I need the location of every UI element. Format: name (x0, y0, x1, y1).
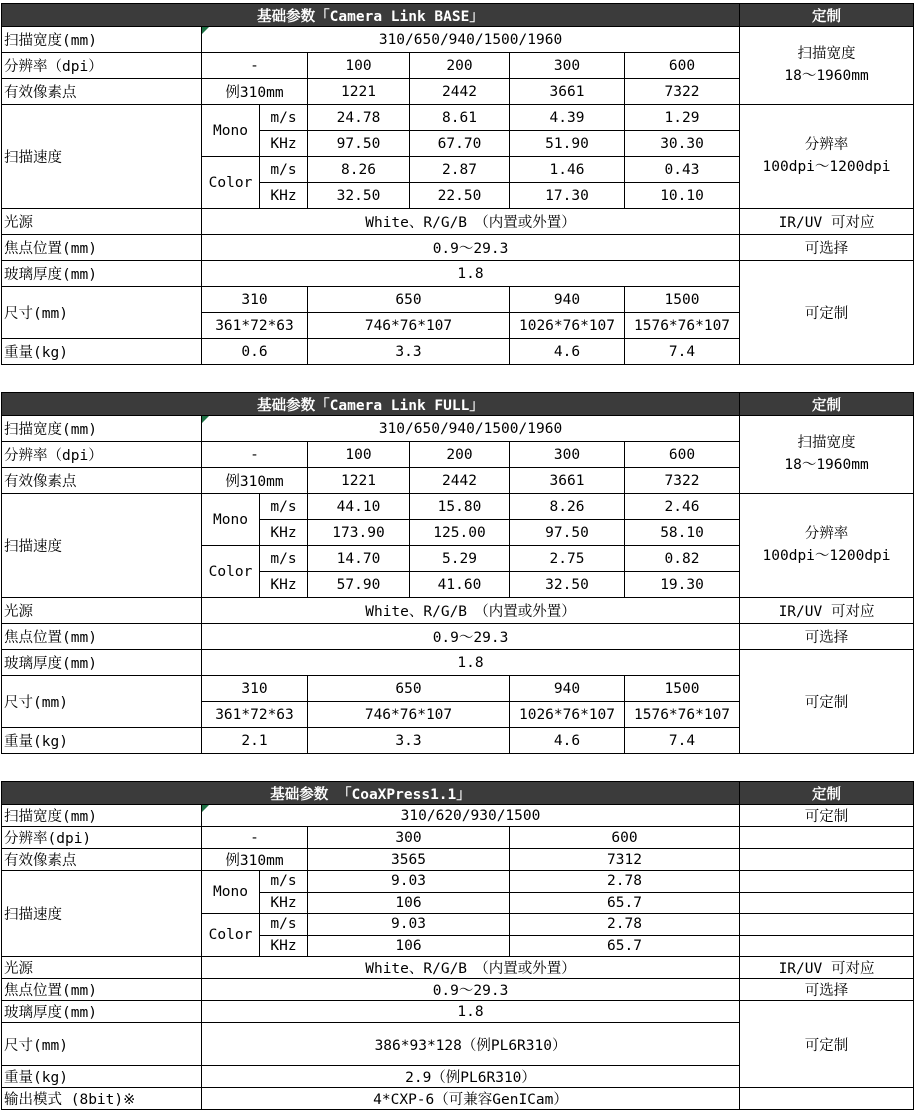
cell-resolution-3: 300 (510, 53, 625, 79)
cell-color-ms-1: 2.78 (510, 914, 740, 936)
row-label-pixels: 有效像素点 (2, 468, 202, 494)
cell-weight-1: 3.3 (308, 339, 510, 365)
cell-mono-khz-2: 51.90 (510, 131, 625, 157)
cell-light-value: White、R/G/B （内置或外置） (202, 957, 740, 979)
cell-unit-ms: m/s (260, 105, 308, 131)
row-label-output-mode: 输出模式 (8bit)※ (2, 1088, 202, 1110)
spec-table-coaxpress (1, 781, 914, 1110)
cell-mono-khz-1: 67.70 (410, 131, 510, 157)
cell-size-model-0: 310 (202, 676, 308, 702)
cell-resolution-1: 300 (308, 827, 510, 849)
cell-light-value: White、R/G/B （内置或外置） (202, 209, 740, 235)
cell-focus-value: 0.9～29.3 (202, 979, 740, 1001)
custom-scan-range-line2: 18～1960mm (784, 456, 869, 473)
cell-color-khz-0: 57.90 (308, 572, 410, 598)
excel-flag-icon (202, 805, 209, 812)
scan-width-value-text: 310/620/930/1500 (400, 807, 541, 824)
row-label-scan-speed: 扫描速度 (2, 105, 202, 209)
cell-color-khz-0: 106 (308, 935, 510, 957)
row-label-pixels: 有效像素点 (2, 79, 202, 105)
cell-mono-khz-3: 58.10 (625, 520, 740, 546)
cell-resolution-4: 600 (625, 53, 740, 79)
custom-focus: 可选择 (740, 235, 914, 261)
row-label-glass: 玻璃厚度(mm) (2, 261, 202, 287)
cell-pixels-3: 3661 (510, 468, 625, 494)
cell-mono-khz-1: 65.7 (510, 892, 740, 914)
cell-unit-ms: m/s (260, 494, 308, 520)
cell-size-model-3: 1500 (625, 676, 740, 702)
row-label-glass: 玻璃厚度(mm) (2, 650, 202, 676)
cell-pixels-2: 2442 (410, 79, 510, 105)
cell-mono-ms-1: 2.78 (510, 871, 740, 893)
cell-size-dim-2: 1026*76*107 (510, 702, 625, 728)
cell-mono-label: Mono (202, 871, 260, 914)
cell-mono-ms-2: 8.26 (510, 494, 625, 520)
cell-weight-2: 4.6 (510, 728, 625, 754)
cell-color-khz-0: 32.50 (308, 183, 410, 209)
custom-res-range (740, 494, 914, 598)
cell-mono-khz-1: 125.00 (410, 520, 510, 546)
cell-mono-khz-0: 173.90 (308, 520, 410, 546)
cell-unit-ms2: m/s (260, 157, 308, 183)
spec-table-camera-link-base (1, 3, 914, 365)
cell-size-dim-1: 746*76*107 (308, 313, 510, 339)
cell-focus-value: 0.9～29.3 (202, 624, 740, 650)
row-label-glass: 玻璃厚度(mm) (2, 1001, 202, 1023)
cell-resolution-1: 100 (308, 442, 410, 468)
row-label-scan-width: 扫描宽度(mm) (2, 27, 202, 53)
custom-empty (740, 1088, 914, 1110)
cell-pixels-0: 例310mm (202, 79, 308, 105)
cell-mono-ms-1: 15.80 (410, 494, 510, 520)
cell-unit-khz: KHz (260, 131, 308, 157)
cell-weight-0: 0.6 (202, 339, 308, 365)
custom-res-range (740, 105, 914, 209)
custom-empty (740, 827, 914, 849)
cell-color-ms-2: 2.75 (510, 546, 625, 572)
cell-resolution-2: 200 (410, 53, 510, 79)
cell-scan-width-value (202, 416, 740, 442)
cell-weight-3: 7.4 (625, 728, 740, 754)
cell-weight-1: 3.3 (308, 728, 510, 754)
cell-pixels-0: 例310mm (202, 468, 308, 494)
cell-mono-ms-0: 44.10 (308, 494, 410, 520)
custom-scan-range-line1: 扫描宽度 (797, 435, 856, 452)
table-title: 基础参数「Camera Link FULL」 (2, 393, 740, 416)
cell-resolution-2: 600 (510, 827, 740, 849)
custom-bottom: 可定制 (740, 650, 914, 754)
scan-width-value-text: 310/650/940/1500/1960 (378, 31, 563, 48)
cell-size-dim-0: 361*72*63 (202, 313, 308, 339)
row-label-focus: 焦点位置(mm) (2, 624, 202, 650)
cell-color-ms-2: 1.46 (510, 157, 625, 183)
row-label-scan-width: 扫描宽度(mm) (2, 805, 202, 827)
cell-mono-ms-2: 4.39 (510, 105, 625, 131)
custom-bottom: 可定制 (740, 261, 914, 365)
cell-pixels-3: 3661 (510, 79, 625, 105)
cell-resolution-2: 200 (410, 442, 510, 468)
row-label-size: 尺寸(mm) (2, 287, 202, 339)
cell-color-ms-3: 0.43 (625, 157, 740, 183)
cell-unit-khz: KHz (260, 892, 308, 914)
table-title: 基础参数 「CoaXPress1.1」 (2, 782, 740, 805)
cell-mono-ms-3: 2.46 (625, 494, 740, 520)
row-label-light: 光源 (2, 598, 202, 624)
cell-color-khz-3: 19.30 (625, 572, 740, 598)
cell-weight-3: 7.4 (625, 339, 740, 365)
row-label-light: 光源 (2, 957, 202, 979)
cell-color-khz-2: 32.50 (510, 572, 625, 598)
custom-empty (740, 849, 914, 871)
cell-unit-ms: m/s (260, 871, 308, 893)
cell-color-ms-3: 0.82 (625, 546, 740, 572)
cell-size-dim-3: 1576*76*107 (625, 313, 740, 339)
cell-unit-khz2: KHz (260, 183, 308, 209)
cell-mono-ms-1: 8.61 (410, 105, 510, 131)
custom-empty (740, 935, 914, 957)
row-label-size: 尺寸(mm) (2, 1023, 202, 1066)
cell-size-model-1: 650 (308, 676, 510, 702)
cell-color-label: Color (202, 914, 260, 957)
row-label-size: 尺寸(mm) (2, 676, 202, 728)
cell-color-ms-0: 8.26 (308, 157, 410, 183)
row-label-focus: 焦点位置(mm) (2, 235, 202, 261)
cell-color-khz-2: 17.30 (510, 183, 625, 209)
cell-unit-ms2: m/s (260, 546, 308, 572)
cell-size-model-0: 310 (202, 287, 308, 313)
cell-mono-khz-0: 97.50 (308, 131, 410, 157)
custom-scan-range (740, 27, 914, 105)
spec-table-camera-link-full (1, 392, 914, 754)
cell-unit-khz2: KHz (260, 935, 308, 957)
cell-pixels-2: 7312 (510, 849, 740, 871)
custom-res-range-line2: 100dpi～1200dpi (762, 547, 891, 564)
cell-glass-value: 1.8 (202, 261, 740, 287)
cell-mono-khz-3: 30.30 (625, 131, 740, 157)
row-label-scan-width: 扫描宽度(mm) (2, 416, 202, 442)
cell-color-khz-1: 65.7 (510, 935, 740, 957)
row-label-light: 光源 (2, 209, 202, 235)
cell-size-model-2: 940 (510, 676, 625, 702)
cell-color-ms-0: 9.03 (308, 914, 510, 936)
cell-weight-2: 4.6 (510, 339, 625, 365)
cell-mono-khz-0: 106 (308, 892, 510, 914)
cell-mono-label: Mono (202, 494, 260, 546)
cell-unit-ms2: m/s (260, 914, 308, 936)
cell-size-dim-2: 1026*76*107 (510, 313, 625, 339)
cell-resolution-0: - (202, 442, 308, 468)
custom-column-header: 定制 (740, 4, 914, 27)
custom-focus: 可选择 (740, 979, 914, 1001)
cell-resolution-4: 600 (625, 442, 740, 468)
row-label-focus: 焦点位置(mm) (2, 979, 202, 1001)
cell-unit-khz: KHz (260, 520, 308, 546)
cell-color-ms-0: 14.70 (308, 546, 410, 572)
cell-size-value: 386*93*128（例PL6R310） (202, 1023, 740, 1066)
cell-unit-khz2: KHz (260, 572, 308, 598)
custom-scan-range-line2: 18～1960mm (784, 67, 869, 84)
cell-mono-khz-2: 97.50 (510, 520, 625, 546)
row-label-resolution: 分辨率(dpi) (2, 827, 202, 849)
cell-size-dim-3: 1576*76*107 (625, 702, 740, 728)
cell-color-khz-1: 22.50 (410, 183, 510, 209)
custom-scan-range (740, 416, 914, 494)
row-label-weight: 重量(kg) (2, 1066, 202, 1088)
cell-color-label: Color (202, 157, 260, 209)
excel-flag-icon (202, 416, 209, 423)
cell-pixels-1: 3565 (308, 849, 510, 871)
row-label-resolution: 分辨率（dpi） (2, 53, 202, 79)
cell-light-value: White、R/G/B （内置或外置） (202, 598, 740, 624)
cell-color-label: Color (202, 546, 260, 598)
cell-color-ms-1: 2.87 (410, 157, 510, 183)
scan-width-value-text: 310/650/940/1500/1960 (378, 420, 563, 437)
custom-light: IR/UV 可对应 (740, 598, 914, 624)
cell-mono-ms-3: 1.29 (625, 105, 740, 131)
cell-mono-label: Mono (202, 105, 260, 157)
cell-size-model-3: 1500 (625, 287, 740, 313)
cell-resolution-3: 300 (510, 442, 625, 468)
cell-pixels-1: 1221 (308, 79, 410, 105)
cell-color-khz-1: 41.60 (410, 572, 510, 598)
row-label-resolution: 分辨率（dpi） (2, 442, 202, 468)
custom-res-range-line1: 分辨率 (804, 137, 849, 154)
table-title: 基础参数「Camera Link BASE」 (2, 4, 740, 27)
cell-mono-ms-0: 24.78 (308, 105, 410, 131)
cell-focus-value: 0.9～29.3 (202, 235, 740, 261)
cell-glass-value: 1.8 (202, 1001, 740, 1023)
cell-resolution-1: 100 (308, 53, 410, 79)
cell-mono-ms-0: 9.03 (308, 871, 510, 893)
cell-weight-0: 2.1 (202, 728, 308, 754)
row-label-scan-speed: 扫描速度 (2, 494, 202, 598)
custom-column-header: 定制 (740, 393, 914, 416)
cell-color-khz-3: 10.10 (625, 183, 740, 209)
cell-scan-width-value (202, 805, 740, 827)
custom-empty (740, 871, 914, 893)
custom-scan-range-line1: 扫描宽度 (797, 46, 856, 63)
custom-res-range-line1: 分辨率 (804, 526, 849, 543)
cell-size-model-2: 940 (510, 287, 625, 313)
custom-focus: 可选择 (740, 624, 914, 650)
excel-flag-icon (202, 27, 209, 34)
custom-res-range-line2: 100dpi～1200dpi (762, 158, 891, 175)
custom-bottom: 可定制 (740, 1001, 914, 1088)
cell-pixels-4: 7322 (625, 468, 740, 494)
custom-empty (740, 892, 914, 914)
cell-output-mode-value: 4*CXP-6（可兼容GenICam） (202, 1088, 740, 1110)
cell-scan-width-value (202, 27, 740, 53)
custom-scan-width: 可定制 (740, 805, 914, 827)
cell-color-ms-1: 5.29 (410, 546, 510, 572)
row-label-pixels: 有效像素点 (2, 849, 202, 871)
cell-weight-value: 2.9（例PL6R310） (202, 1066, 740, 1088)
cell-pixels-2: 2442 (410, 468, 510, 494)
custom-column-header: 定制 (740, 782, 914, 805)
row-label-weight: 重量(kg) (2, 339, 202, 365)
cell-pixels-4: 7322 (625, 79, 740, 105)
cell-size-model-1: 650 (308, 287, 510, 313)
row-label-weight: 重量(kg) (2, 728, 202, 754)
row-label-scan-speed: 扫描速度 (2, 871, 202, 957)
custom-light: IR/UV 可对应 (740, 209, 914, 235)
cell-glass-value: 1.8 (202, 650, 740, 676)
cell-resolution-0: - (202, 53, 308, 79)
cell-pixels-1: 1221 (308, 468, 410, 494)
cell-pixels-0: 例310mm (202, 849, 308, 871)
cell-size-dim-0: 361*72*63 (202, 702, 308, 728)
custom-light: IR/UV 可对应 (740, 957, 914, 979)
cell-resolution-0: - (202, 827, 308, 849)
custom-empty (740, 914, 914, 936)
cell-size-dim-1: 746*76*107 (308, 702, 510, 728)
